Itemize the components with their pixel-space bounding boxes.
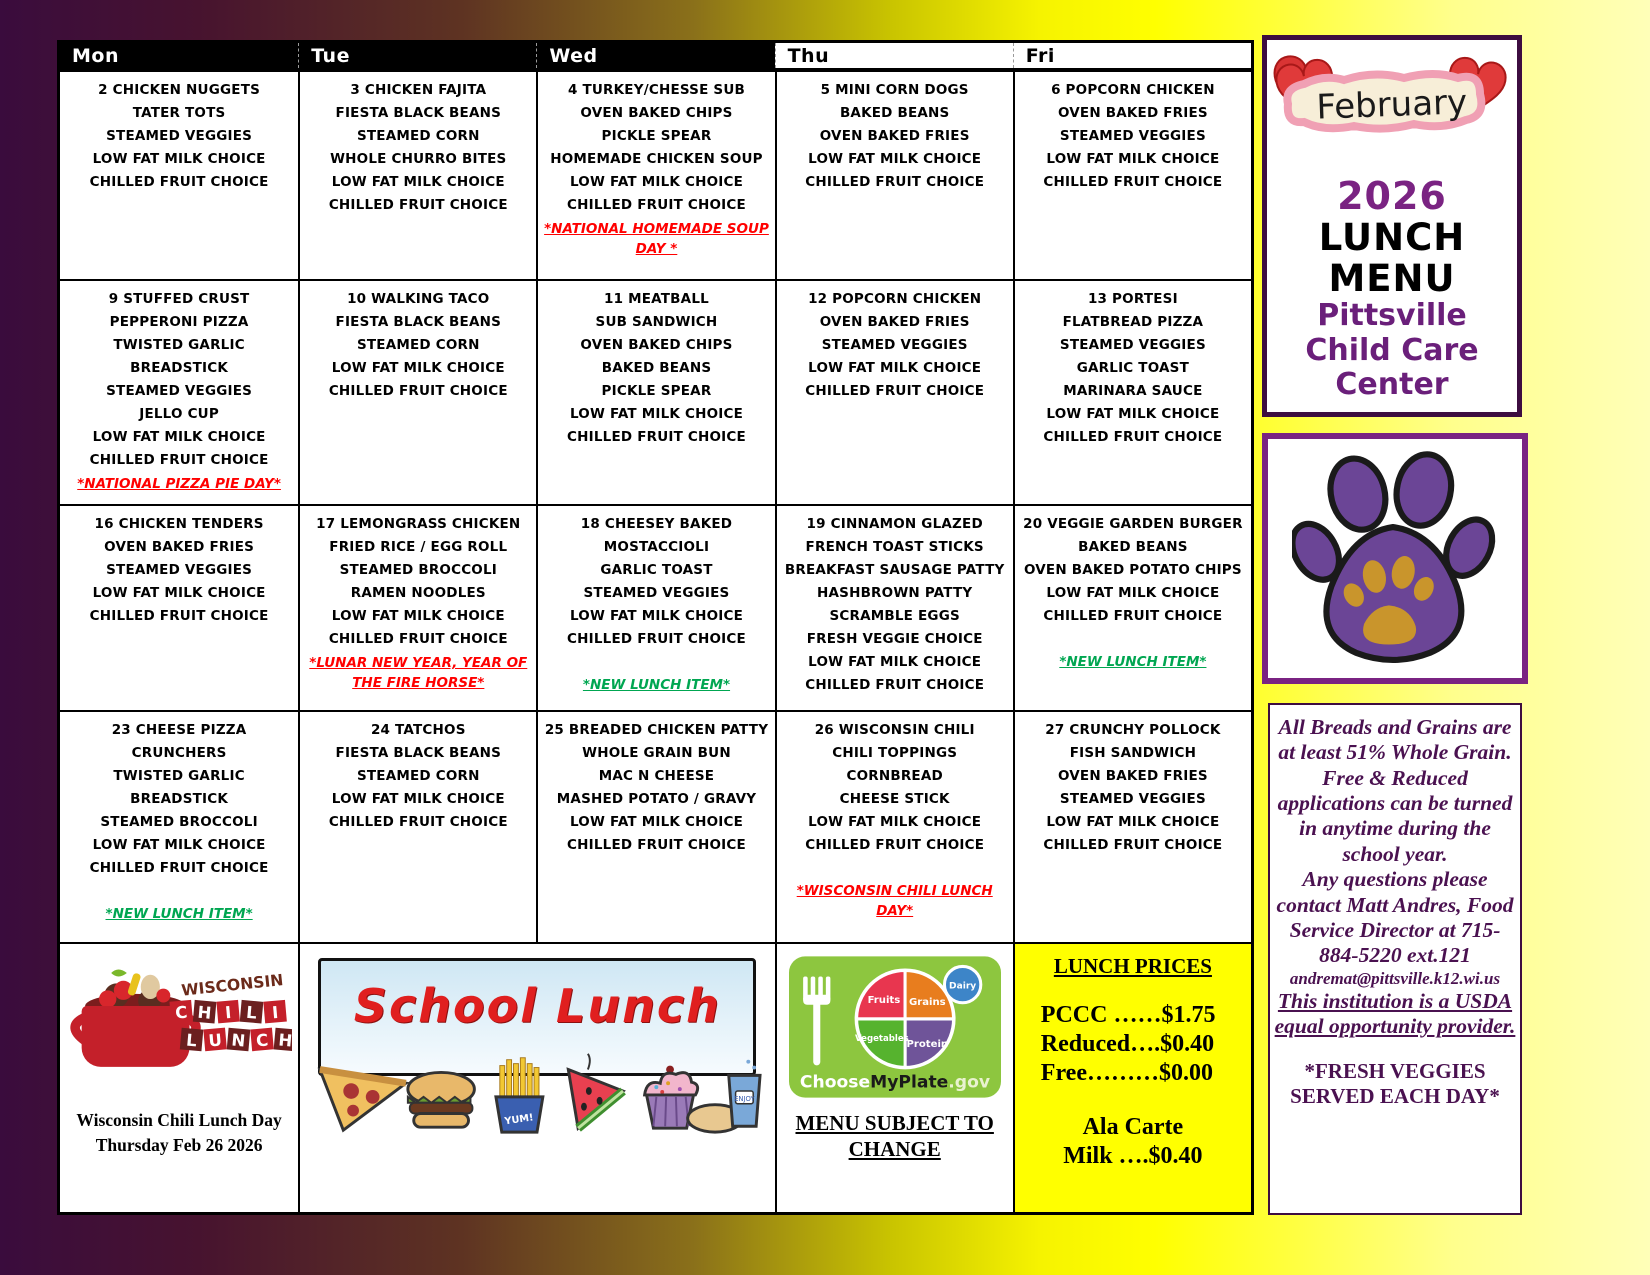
svg-text:U: U <box>207 1030 223 1051</box>
menu-item: PICKLE SPEAR <box>601 128 712 144</box>
menu-item: FIESTA BLACK BEANS <box>335 745 502 761</box>
school-lunch-banner-text: School Lunch <box>353 979 721 1033</box>
menu-item: CORNBREAD <box>846 768 943 784</box>
menu-item: STEAMED VEGGIES <box>1059 791 1206 807</box>
year-label: 2026 <box>1337 174 1447 218</box>
menu-item: 3 CHICKEN FAJITA <box>350 82 487 98</box>
menu-item: 13 PORTESI <box>1087 291 1178 307</box>
menu-item: CHEESE STICK <box>839 791 950 807</box>
svg-text:L: L <box>185 1030 198 1051</box>
menu-item: 12 POPCORN CHICKEN <box>808 291 982 307</box>
menu-subject-line2: CHANGE <box>848 1137 941 1162</box>
menu-item: LOW FAT MILK CHOICE <box>1046 814 1220 830</box>
chili-pot-icon <box>66 950 292 1102</box>
menu-item: 19 CINNAMON GLAZED <box>806 516 983 532</box>
menu-item: CHILLED FRUIT CHOICE <box>805 174 985 190</box>
menu-item: CHILLED FRUIT CHOICE <box>805 837 985 853</box>
menu-item: 9 STUFFED CRUST <box>108 291 250 307</box>
menu-item: BREAKFAST SAUSAGE PATTY <box>784 562 1005 578</box>
food-clipart-row <box>312 1046 762 1138</box>
menu-item: LOW FAT MILK CHOICE <box>569 174 743 190</box>
org-name-line3: Center <box>1335 367 1449 403</box>
paw-print-box <box>1262 433 1528 684</box>
menu-item: MASHED POTATO / GRAVY <box>556 791 757 807</box>
menu-item: 10 WALKING TACO <box>347 291 490 307</box>
menu-item: STEAMED CORN <box>356 337 480 353</box>
drink-cup-icon <box>729 1060 760 1127</box>
menu-item: LOW FAT MILK CHOICE <box>569 608 743 624</box>
chili-logo-region-label: WISCONSIN <box>180 970 285 1000</box>
menu-item: OVEN BAKED FRIES <box>1057 768 1208 784</box>
svg-text:I: I <box>271 1002 280 1023</box>
menu-item: BAKED BEANS <box>839 105 950 121</box>
myplate-dairy-label: Dairy <box>948 981 976 992</box>
menu-item: PEPPERONI PIZZA <box>109 314 249 330</box>
menu-item: MOSTACCIOLI <box>603 539 710 555</box>
svg-text:H: H <box>196 1002 213 1023</box>
burger-icon <box>408 1072 475 1127</box>
menu-day-cell <box>60 72 298 279</box>
menu-day-cell <box>775 72 1013 279</box>
menu-item: LOW FAT MILK CHOICE <box>331 360 505 376</box>
menu-item: 2 CHICKEN NUGGETS <box>98 82 261 98</box>
menu-item: BAKED BEANS <box>1078 539 1188 555</box>
org-name-line2: Child Care <box>1305 332 1479 368</box>
special-note: *WISCONSIN CHILI LUNCH DAY* <box>796 883 993 919</box>
week-row-4 <box>60 712 1251 944</box>
menu-item: OVEN BAKED FRIES <box>819 314 970 330</box>
menu-day-cell <box>1013 712 1251 942</box>
info-text: Any questions please contact Matt Andres, Food Service Director at 715-884-5220 ext.121 <box>1276 867 1514 968</box>
menu-item: CHILLED FRUIT CHOICE <box>328 814 508 830</box>
menu-item: LOW FAT MILK CHOICE <box>808 360 982 376</box>
myplate-cell <box>775 944 1013 1212</box>
myplate-icon <box>789 956 1001 1098</box>
menu-item: CHILLED FRUIT CHOICE <box>567 429 746 445</box>
info-text: *FRESH VEGGIES SERVED EACH DAY* <box>1290 1059 1500 1109</box>
menu-item: CHILLED FRUIT CHOICE <box>89 174 269 190</box>
menu-item: MAC N CHEESE <box>598 768 715 784</box>
menu-item: CHILLED FRUIT CHOICE <box>328 631 508 647</box>
menu-item: STEAMED BROCCOLI <box>339 562 498 578</box>
menu-day-cell <box>298 72 536 279</box>
menu-item: CHILLED FRUIT CHOICE <box>89 452 269 468</box>
ala-carte-label: Ala Carte <box>1082 1114 1184 1141</box>
menu-item: SCRAMBLE EGGS <box>829 608 960 624</box>
menu-item: LOW FAT MILK CHOICE <box>808 814 982 830</box>
menu-day-cell <box>536 506 774 710</box>
info-text: All Breads and Grains are at least 51% Whole Grain. <box>1278 715 1512 765</box>
price-row: PCCC ……$1.75 <box>1040 1002 1216 1028</box>
menu-item: LOW FAT MILK CHOICE <box>331 791 505 807</box>
special-note: *NATIONAL PIZZA PIE DAY* <box>77 476 281 492</box>
month-title-box <box>1262 35 1522 417</box>
menu-item: HASHBROWN PATTY <box>817 585 973 601</box>
chili-lunch-cell <box>60 944 298 1212</box>
menu-item: 18 CHEESEY BAKED <box>580 516 733 532</box>
lunch-menu-calendar <box>57 40 1254 1215</box>
menu-day-cell <box>1013 506 1251 710</box>
svg-text:ENJOY: ENJOY <box>734 1094 756 1103</box>
menu-item: BAKED BEANS <box>601 360 712 376</box>
lunch-prices-cell <box>1013 944 1251 1212</box>
menu-item: SUB SANDWICH <box>595 314 718 330</box>
menu-item: 23 CHEESE PIZZA CRUNCHERS <box>111 722 247 761</box>
weekday-header-mon: Mon <box>60 43 298 68</box>
menu-item: FISH SANDWICH <box>1069 745 1197 761</box>
menu-item: OVEN BAKED FRIES <box>819 128 970 144</box>
chili-caption-line1: Wisconsin Chili Lunch Day <box>76 1110 282 1130</box>
weekday-header-tue: Tue <box>298 43 536 68</box>
menu-item: LOW FAT MILK CHOICE <box>569 814 743 830</box>
menu-day-cell <box>775 506 1013 710</box>
svg-text:C: C <box>174 1002 189 1023</box>
menu-item: OVEN BAKED FRIES <box>104 539 255 555</box>
menu-item: CHILLED FRUIT CHOICE <box>805 677 985 693</box>
menu-item: CHILLED FRUIT CHOICE <box>805 383 985 399</box>
menu-item: LOW FAT MILK CHOICE <box>1046 151 1220 167</box>
menu-day-cell <box>1013 72 1251 279</box>
menu-day-cell <box>1013 281 1251 504</box>
menu-day-cell <box>60 506 298 710</box>
menu-item: CHILLED FRUIT CHOICE <box>567 197 746 213</box>
svg-text:I: I <box>224 1002 233 1023</box>
menu-item: LOW FAT MILK CHOICE <box>808 151 982 167</box>
menu-item: 11 MEATBALL <box>604 291 709 307</box>
menu-item: FIESTA BLACK BEANS <box>335 105 502 121</box>
menu-item: TWISTED GARLIC BREADSTICK <box>113 768 245 807</box>
menu-item: FRENCH TOAST STICKS <box>805 539 984 555</box>
menu-item: 17 LEMONGRASS CHICKEN <box>316 516 521 532</box>
menu-item: 6 POPCORN CHICKEN <box>1051 82 1215 98</box>
menu-item: 16 CHICKEN TENDERS <box>94 516 264 532</box>
price-row: Reduced….$0.40 <box>1040 1030 1215 1057</box>
info-text: Free & Reduced applications can be turned in anytime during the school year. <box>1277 765 1513 866</box>
menu-item: LOW FAT MILK CHOICE <box>808 654 982 670</box>
paw-print-icon <box>1292 450 1498 668</box>
menu-item: CHILLED FRUIT CHOICE <box>328 197 508 213</box>
menu-item: HOMEMADE CHICKEN SOUP <box>550 151 763 167</box>
menu-item: CHILLED FRUIT CHOICE <box>89 860 269 876</box>
weekday-header-thu: Thu <box>775 43 1013 68</box>
svg-text:H: H <box>277 1030 293 1051</box>
title-menu: MENU <box>1328 256 1456 300</box>
menu-item: OVEN BAKED POTATO CHIPS <box>1023 562 1242 578</box>
menu-day-cell <box>536 281 774 504</box>
menu-item: STEAMED CORN <box>356 128 480 144</box>
menu-item: CHILLED FRUIT CHOICE <box>328 383 508 399</box>
menu-item: CHILLED FRUIT CHOICE <box>1043 608 1223 624</box>
milk-price: Milk ….$0.40 <box>1063 1143 1203 1170</box>
menu-item: 5 MINI CORN DOGS <box>820 82 969 98</box>
week-row-3 <box>60 506 1251 712</box>
menu-item: LOW FAT MILK CHOICE <box>1046 585 1220 601</box>
menu-item: FIESTA BLACK BEANS <box>335 314 502 330</box>
menu-item: STEAMED VEGGIES <box>106 562 253 578</box>
february-ribbon <box>1270 44 1514 162</box>
weekday-header-row <box>60 43 1251 72</box>
menu-day-cell <box>298 281 536 504</box>
menu-item: OVEN BAKED CHIPS <box>580 105 733 121</box>
fries-icon <box>496 1058 543 1132</box>
pizza-icon <box>320 1070 406 1131</box>
svg-text:L: L <box>245 1002 258 1023</box>
menu-item: JELLO CUP <box>139 406 219 422</box>
menu-item: STEAMED VEGGIES <box>106 383 253 399</box>
menu-item: RAMEN NOODLES <box>350 585 486 601</box>
menu-item: LOW FAT MILK CHOICE <box>92 837 266 853</box>
menu-item: 20 VEGGIE GARDEN BURGER <box>1023 516 1243 532</box>
menu-item: CHILLED FRUIT CHOICE <box>1043 429 1223 445</box>
menu-item: CHILLED FRUIT CHOICE <box>1043 837 1223 853</box>
price-row: Free………$0.00 <box>1040 1059 1213 1086</box>
menu-item: STEAMED VEGGIES <box>106 128 253 144</box>
month-label: February <box>1315 82 1468 128</box>
menu-item: STEAMED BROCCOLI <box>100 814 258 830</box>
menu-item: WHOLE GRAIN BUN <box>582 745 731 761</box>
menu-subject-line1: MENU SUBJECT TO <box>795 1111 994 1135</box>
menu-item: CHILLED FRUIT CHOICE <box>567 837 746 853</box>
menu-day-cell <box>60 712 298 942</box>
myplate-grains-label: Grains <box>908 996 946 1008</box>
menu-item: CHILLED FRUIT CHOICE <box>89 608 269 624</box>
school-lunch-cell <box>298 944 774 1212</box>
menu-item: WHOLE CHURRO BITES <box>330 151 507 167</box>
special-note: *NEW LUNCH ITEM* <box>105 906 253 922</box>
menu-day-cell <box>60 281 298 504</box>
menu-item: STEAMED VEGGIES <box>1059 337 1206 353</box>
menu-day-cell <box>775 281 1013 504</box>
menu-item: STEAMED CORN <box>356 768 480 784</box>
menu-item: OVEN BAKED CHIPS <box>580 337 733 353</box>
chili-caption-line2: Thursday Feb 26 2026 <box>95 1134 263 1155</box>
menu-item: GARLIC TOAST <box>600 562 713 578</box>
menu-item: OVEN BAKED FRIES <box>1057 105 1208 121</box>
menu-item: PICKLE SPEAR <box>601 383 712 399</box>
special-note: *LUNAR NEW YEAR, YEAR OF THE FIRE HORSE* <box>309 655 528 691</box>
menu-item: CHILLED FRUIT CHOICE <box>1043 174 1223 190</box>
myplate-brand: ChooseMyPlate.gov <box>799 1072 990 1093</box>
menu-item: FRIED RICE / EGG ROLL <box>329 539 508 555</box>
svg-text:N: N <box>230 1030 247 1051</box>
watermelon-icon <box>569 1054 624 1128</box>
menu-item: FLATBREAD PIZZA <box>1062 314 1204 330</box>
menu-item: LOW FAT MILK CHOICE <box>92 585 266 601</box>
menu-item: STEAMED VEGGIES <box>583 585 730 601</box>
menu-item: 26 WISCONSIN CHILI <box>814 722 975 738</box>
menu-item: GARLIC TOAST <box>1076 360 1190 376</box>
myplate-vegetables-label: Vegetables <box>854 1034 909 1045</box>
menu-item: 4 TURKEY/CHESSE SUB <box>567 82 745 98</box>
weekday-header-fri: Fri <box>1013 43 1251 68</box>
menu-day-cell <box>536 712 774 942</box>
menu-day-cell <box>298 506 536 710</box>
menu-item: STEAMED VEGGIES <box>821 337 968 353</box>
menu-item: TATER TOTS <box>132 105 226 121</box>
special-note: *NEW LUNCH ITEM* <box>582 677 731 693</box>
week-row-2 <box>60 281 1251 506</box>
menu-item: LOW FAT MILK CHOICE <box>331 608 505 624</box>
menu-item: 27 CRUNCHY POLLOCK <box>1045 722 1221 738</box>
special-note: *NATIONAL HOMEMADE SOUP DAY * <box>544 221 769 257</box>
myplate-fruits-label: Fruits <box>867 994 900 1006</box>
info-text: This institution is a USDA equal opportunity provider. <box>1274 988 1516 1038</box>
menu-day-cell <box>298 712 536 942</box>
info-box <box>1268 703 1522 1215</box>
menu-item: MARINARA SAUCE <box>1063 383 1203 399</box>
menu-item: FRESH VEGGIE CHOICE <box>806 631 983 647</box>
lunch-prices-title: LUNCH PRICES <box>1053 954 1212 978</box>
special-note: *NEW LUNCH ITEM* <box>1059 654 1207 670</box>
myplate-protein-label: Protein <box>906 1039 948 1051</box>
menu-item: LOW FAT MILK CHOICE <box>569 406 743 422</box>
info-text: andremat@pittsville.k12.wi.us <box>1289 968 1501 988</box>
menu-day-cell <box>536 72 774 279</box>
menu-item: 24 TATCHOS <box>370 722 466 738</box>
menu-item: LOW FAT MILK CHOICE <box>92 429 266 445</box>
svg-text:YUM!: YUM! <box>504 1112 535 1128</box>
org-name-line1: Pittsville <box>1317 298 1467 334</box>
bottom-graphics-row <box>60 944 1251 1212</box>
menu-item: STEAMED VEGGIES <box>1059 128 1206 144</box>
menu-item: LOW FAT MILK CHOICE <box>92 151 266 167</box>
menu-item: TWISTED GARLIC BREADSTICK <box>113 337 245 376</box>
title-lunch: LUNCH <box>1318 216 1466 259</box>
weekday-header-wed: Wed <box>536 43 774 68</box>
menu-item: LOW FAT MILK CHOICE <box>1046 406 1220 422</box>
menu-item: CHILLED FRUIT CHOICE <box>567 631 746 647</box>
menu-item: 25 BREADED CHICKEN PATTY <box>544 722 769 738</box>
menu-item: LOW FAT MILK CHOICE <box>331 174 505 190</box>
menu-item: CHILI TOPPINGS <box>832 745 958 761</box>
svg-text:C: C <box>255 1030 270 1051</box>
week-row-1 <box>60 72 1251 281</box>
menu-day-cell <box>775 712 1013 942</box>
